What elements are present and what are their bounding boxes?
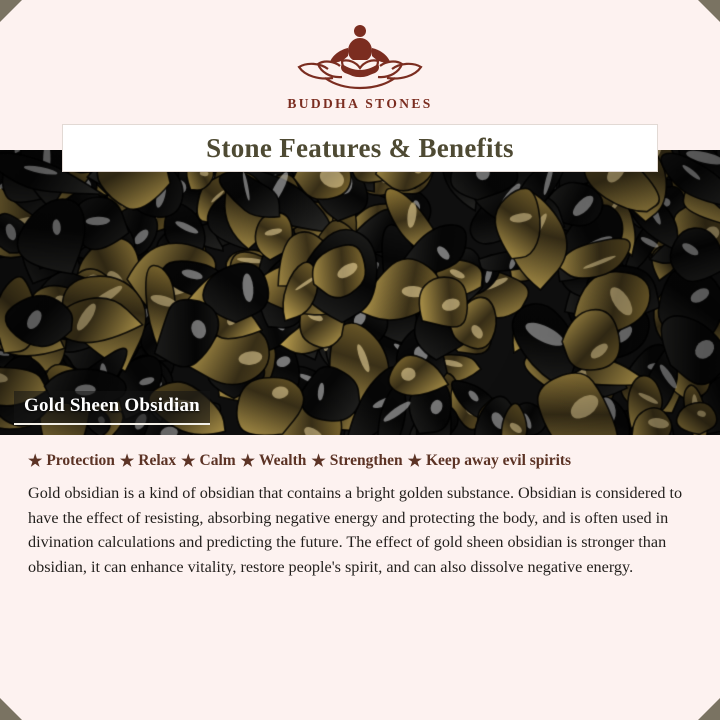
star-icon: ★ (28, 453, 43, 470)
benefit-label: Wealth (259, 452, 307, 469)
brand-name: BUDDHA STONES (287, 96, 433, 111)
brand-header (0, 0, 720, 112)
stone-description: Gold obsidian is a kind of obsidian that contains a bright golden substance. Obsidian is considered to have the effect of resisting, absorbing negative energy and protecting the body, and is often used in divination calculations and predicting the future. The effect of gold sheen obsidian is stronger than obsidian, it can enhance vitality, restore people's spirit, and can also dissolve negative energy. (28, 484, 683, 576)
benefit-item (178, 451, 236, 471)
benefit-item (238, 451, 307, 471)
star-icon: ★ (311, 453, 326, 470)
benefit-item (308, 451, 402, 471)
stone-photo (0, 150, 720, 435)
corner-decor-top-left (0, 0, 22, 22)
footer-spacer (0, 580, 720, 608)
corner-decor-top-right (698, 0, 720, 22)
stone-name-plate (14, 391, 210, 425)
benefit-item (28, 451, 115, 471)
benefit-label: Protection (46, 452, 115, 469)
benefit-item (117, 451, 176, 471)
benefit-label: Keep away evil spirits (426, 452, 572, 469)
star-icon: ★ (407, 453, 422, 470)
page-title: Stone Features & Benefits (206, 132, 514, 163)
star-icon: ★ (240, 453, 256, 470)
benefit-item (405, 451, 571, 471)
benefit-label: Strengthen (329, 452, 403, 469)
corner-decor-bottom-right (698, 698, 720, 720)
lotus-meditation-icon (285, 18, 435, 92)
stone-name-label: Gold Sheen Obsidian (24, 395, 200, 416)
benefit-label: Calm (199, 452, 236, 469)
star-icon: ★ (181, 453, 196, 470)
benefits-list (28, 451, 692, 471)
star-icon: ★ (119, 453, 135, 470)
corner-decor-bottom-left (0, 698, 22, 720)
title-banner (62, 124, 658, 172)
benefit-label: Relax (138, 452, 177, 469)
